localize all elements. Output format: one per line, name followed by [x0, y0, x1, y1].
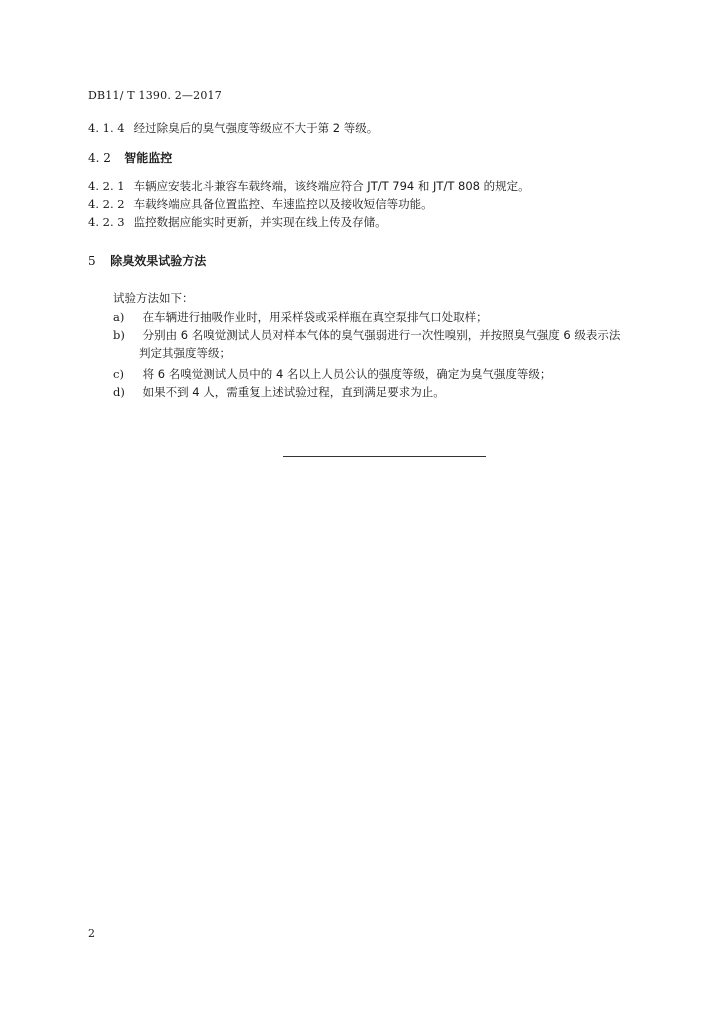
list-marker: b)	[113, 328, 125, 342]
list-item-text: 分别由 6 名嗅觉测试人员对样本气体的臭气强弱进行一次性嗅别，并按照臭气强度 6 级表示法	[142, 328, 621, 342]
clause-number: 4. 2. 3	[88, 215, 125, 229]
list-item-text: 将 6 名嗅觉测试人员中的 4 名以上人员公认的强度等级，确定为臭气强度等级；	[142, 367, 552, 381]
list-item-text: 如果不到 4 人，需重复上述试验过程，直到满足要求为止。	[142, 385, 445, 399]
list-marker: d)	[113, 385, 125, 399]
section-5-heading	[88, 252, 206, 269]
list-item	[113, 366, 551, 382]
clause-4-2-1	[88, 178, 530, 194]
section-title: 除臭效果试验方法	[110, 254, 207, 268]
clause-4-2-2	[88, 196, 433, 212]
list-item	[113, 309, 488, 325]
end-of-document-rule	[283, 456, 486, 457]
clause-4-2-heading	[88, 149, 172, 166]
clause-4-2-3	[88, 214, 387, 230]
clause-title: 智能监控	[124, 151, 173, 165]
clause-number: 4. 1. 4	[88, 121, 125, 135]
document-code-header: DB11/ T 1390. 2—2017	[88, 89, 222, 102]
section-5-intro: 试验方法如下：	[113, 291, 194, 305]
list-item	[113, 384, 445, 400]
list-item-text: 在车辆进行抽吸作业时，用采样袋或采样瓶在真空泵排气口处取样；	[142, 310, 488, 324]
clause-number: 4. 2. 1	[88, 179, 125, 193]
clause-text: 车载终端应具备位置监控、车速监控以及接收短信等功能。	[133, 197, 433, 211]
list-item-continuation: 判定其强度等级；	[139, 346, 231, 360]
clause-text: 监控数据应能实时更新，并实现在线上传及存储。	[133, 215, 387, 229]
list-marker: c)	[113, 367, 124, 381]
clause-text: 车辆应安装北斗兼容车载终端，该终端应符合 JT/T 794 和 JT/T 808 的规定。	[133, 179, 530, 193]
list-marker: a)	[113, 310, 125, 324]
list-item	[113, 327, 620, 343]
clause-text: 经过除臭后的臭气强度等级应不大于第 2 等级。	[133, 121, 379, 135]
clause-4-1-4	[88, 120, 378, 136]
section-number: 5	[88, 254, 96, 268]
clause-number: 4. 2	[88, 151, 111, 165]
clause-number: 4. 2. 2	[88, 197, 125, 211]
page-number: 2	[88, 927, 95, 940]
